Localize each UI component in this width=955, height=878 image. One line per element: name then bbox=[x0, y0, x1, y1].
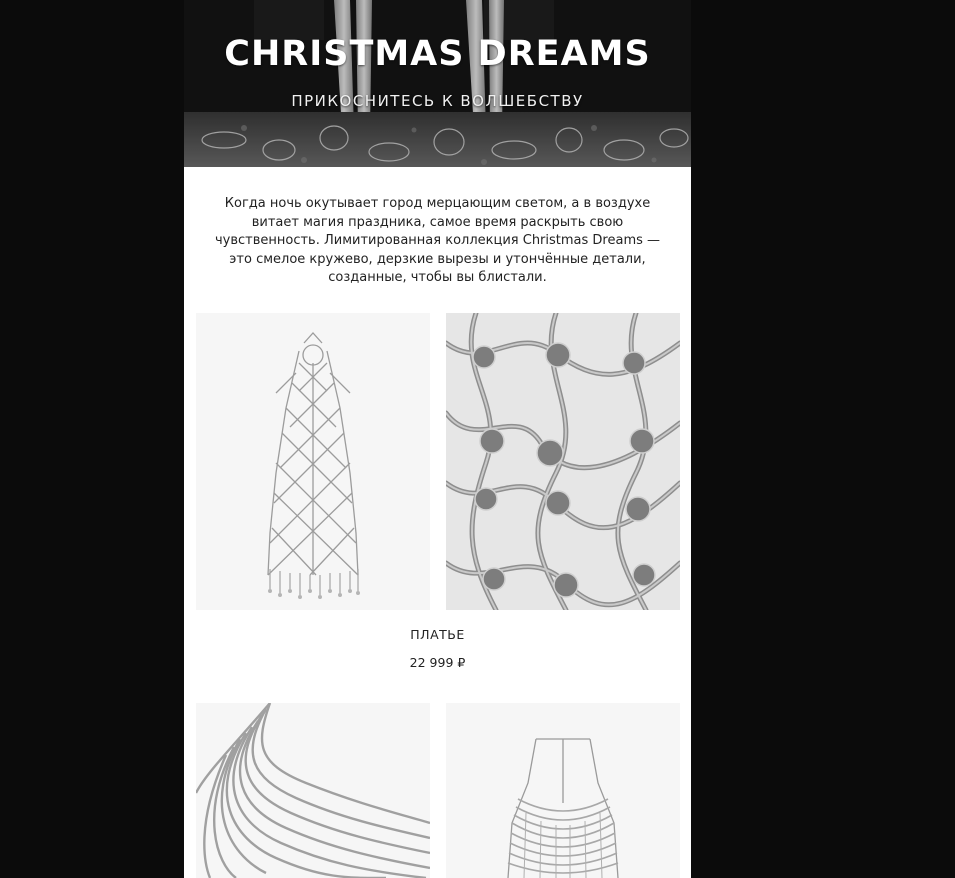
product-image-chain-top[interactable] bbox=[446, 703, 680, 878]
chain-drape-image bbox=[196, 703, 430, 878]
product-image-chain-detail[interactable] bbox=[196, 703, 430, 878]
hero-photo bbox=[184, 0, 691, 167]
hero-subtitle: ПРИКОСНИТЕСЬ К ВОЛШЕБСТВУ bbox=[291, 92, 584, 110]
product-name[interactable]: ПЛАТЬЕ bbox=[410, 627, 465, 642]
intro-line: это смелое кружево, дерзкие вырезы и утончённые детали, bbox=[229, 251, 646, 267]
product-price: 22 999 ₽ bbox=[409, 655, 466, 670]
net-dress-image bbox=[196, 313, 430, 610]
hero-title: CHRISTMAS DREAMS bbox=[224, 34, 651, 74]
intro-text bbox=[198, 195, 677, 288]
intro-line: созданные, чтобы вы блистали. bbox=[328, 270, 547, 285]
intro-line: витает магия праздника, самое время раскрыть свою bbox=[251, 214, 624, 230]
product-image-dress[interactable] bbox=[196, 313, 430, 610]
intro-line: чувственность. Лимитированная коллекция Christmas Dreams — bbox=[214, 233, 661, 248]
intro-line: Когда ночь окутывает город мерцающим светом, а в воздухе bbox=[224, 196, 651, 211]
product-image-detail[interactable] bbox=[446, 313, 680, 610]
net-knots-image bbox=[446, 313, 680, 610]
email-body bbox=[184, 0, 691, 878]
hero-banner[interactable] bbox=[184, 0, 691, 167]
chain-top-image bbox=[446, 703, 680, 878]
